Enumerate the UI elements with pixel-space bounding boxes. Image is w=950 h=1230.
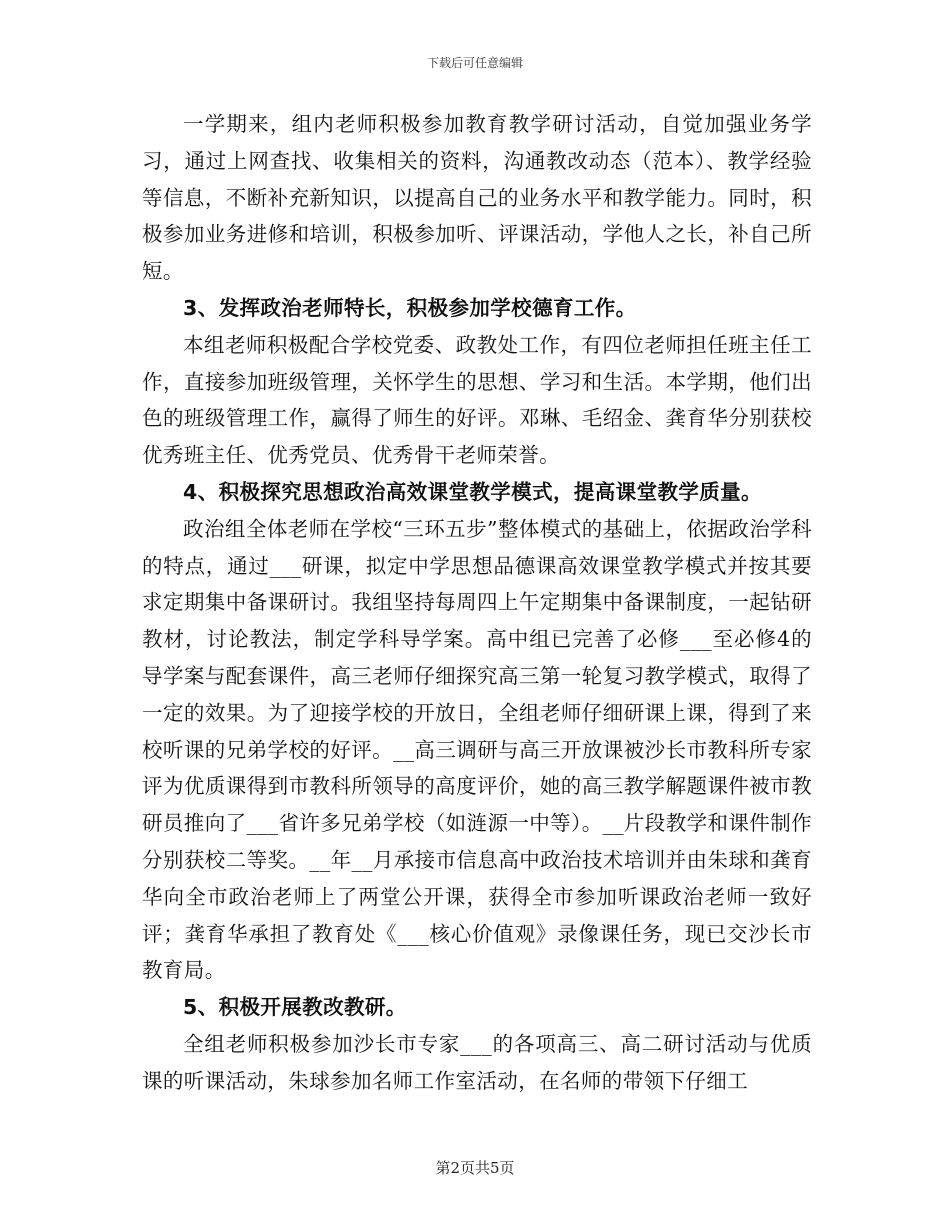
page-number: 第2页共5页 [435, 1159, 515, 1177]
section-heading-3: 3、发挥政治老师特长，积极参加学校德育工作。 [183, 295, 637, 320]
paragraph-teaching-model: 政治组全体老师在学校“三环五步”整体模式的基础上，依据政治学科的特点，通过___研课，拟定中学思想品德课高效课堂教学模式并按其要求定期集中备课研讨。我组坚持每周四上午定期集中备课制度，一起钻研教材，讨论教法，制定学科导学案。高中组已完善了必修___至必修4的导学案与配套课件，高三老师仔细探究高三第一轮复习教学模式，取得了一定的效果。为了迎接学校的开放日，全组老师仔细研课上课，得到了来校听课的兄弟学校的好评。__高三调研与高三开放课被沙长市教科所专家评为优质课得到市教科所领导的高度评价，她的高三教学解题课件被市教研员推向了___省许多兄弟学校（如涟源一中等）。__片段教学和课件制作分别获校二等奖。__年__月承接市信息高中政治技术培训并由朱球和龚育华向全市政治老师上了两堂公开课，获得全市参加听课政治老师一致好评；龚育华承担了教育处《___核心价值观》录像课任务，现已交沙长市教育局。 [142, 516, 812, 983]
document-body [142, 106, 812, 1100]
paragraph-teaching-research: 全组老师积极参加沙长市专家___的各项高三、高二研讨活动与优质课的听课活动，朱球参加名师工作室活动，在名师的带领下仔细工 [142, 1031, 812, 1093]
section-heading-4: 4、积极探究思想政治高效课堂教学模式，提高课堂教学质量。 [183, 479, 762, 504]
section-heading-5: 5、积极开展教改教研。 [183, 995, 407, 1020]
page-header: 下载后可任意编辑 [426, 56, 523, 70]
paragraph-study: 一学期来，组内老师积极参加教育教学研讨活动，自觉加强业务学习，通过上网查找、收集相关的资料，沟通教改动态（范本）、教学经验等信息，不断补充新知识，以提高自己的业务水平和教学能力。同时，积极参加业务进修和培训，积极参加听、评课活动，学他人之长，补自己所短。 [142, 112, 812, 284]
paragraph-moral-education: 本组老师积极配合学校党委、政教处工作，有四位老师担任班主任工作，直接参加班级管理，关怀学生的思想、学习和生活。本学期，他们出色的班级管理工作，赢得了师生的好评。邓琳、毛绍金、龚育华分别获校优秀班主任、优秀党员、优秀骨干老师荣誉。 [142, 332, 812, 468]
